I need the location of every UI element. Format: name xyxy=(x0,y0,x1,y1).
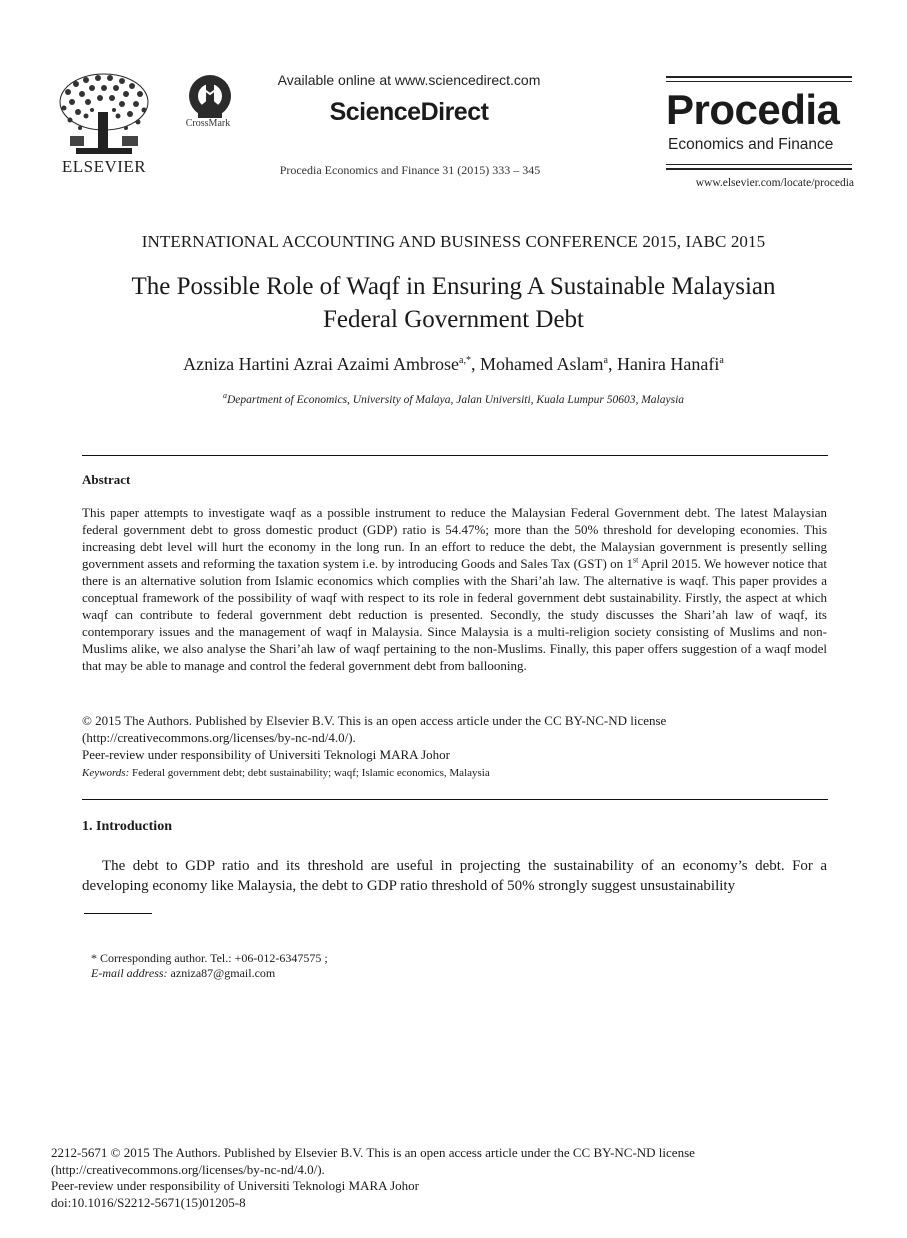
procedia-wordmark: Procedia xyxy=(666,86,840,133)
journal-url[interactable]: www.elsevier.com/locate/procedia xyxy=(695,177,854,189)
section-divider xyxy=(82,799,828,800)
keywords-list: Federal government debt; debt sustainability; waqf; Islamic economics, Malaysia xyxy=(129,767,490,779)
journal-reference: Procedia Economics and Finance 31 (2015) 333 – 345 xyxy=(279,163,541,177)
author-separator: , xyxy=(471,354,480,374)
license-link[interactable]: (http://creativecommons.org/licenses/by-nc-nd/4.0/). xyxy=(82,730,356,745)
peer-review-note: Peer-review under responsibility of Universiti Teknologi MARA Johor xyxy=(82,747,450,762)
paper-title xyxy=(60,270,847,336)
issn-copyright: 2212-5671 © 2015 The Authors. Published by Elsevier B.V. This is an open access article under the CC BY-NC-ND license xyxy=(51,1145,695,1160)
crossmark-label: CrossMark xyxy=(185,118,231,129)
section-divider xyxy=(82,455,828,456)
license-link[interactable]: (http://creativecommons.org/licenses/by-nc-nd/4.0/). xyxy=(51,1161,325,1177)
author-mark: a xyxy=(719,355,724,366)
email-label: E-mail address: xyxy=(91,966,168,980)
corresponding-author-note: * Corresponding author. Tel.: +06-012-6347575 ; xyxy=(91,951,328,965)
keywords xyxy=(82,767,827,779)
affiliation-text: Department of Economics, University of Malaya, Jalan Universiti, Kuala Lumpur 50603, Malaysia xyxy=(226,393,685,406)
author-mark: a,* xyxy=(459,355,471,366)
author-name: Mohamed Aslam xyxy=(480,354,604,374)
doi[interactable]: doi:10.1016/S2212-5671(15)01205-8 xyxy=(51,1194,246,1210)
bottom-imprint xyxy=(51,1145,871,1211)
abstract-text-part: This paper attempts to investigate waqf as a possible instrument to reduce the Malaysian Federal Government debt. The latest Malaysian federal government debt to gross domestic product (GDP) ratio is 54.47%; more than the 50% threshold for developing economies. This increasing debt level will hurt the economy in the long run. In an effort to reduce the debt, the Malaysian government is presently selling government assets and reforming the taxation system i.e. by introducing Goods and Sales Tax (GST) on 1 xyxy=(82,505,827,571)
procedia-subtitle: Economics and Finance xyxy=(668,136,834,153)
author-name: Azniza Hartini Azrai Azaimi Ambrose xyxy=(183,354,460,374)
procedia-rule xyxy=(666,76,852,78)
keywords-label: Keywords: xyxy=(82,767,130,779)
sciencedirect-wordmark: ScienceDirect xyxy=(329,98,489,126)
introduction-heading: 1. Introduction xyxy=(82,819,172,834)
abstract-body xyxy=(82,504,827,674)
procedia-rule xyxy=(666,168,852,170)
affiliation-mark: a xyxy=(222,391,227,400)
copyright-line: © 2015 The Authors. Published by Elsevier B.V. This is an open access article under the CC BY-NC-ND license xyxy=(82,713,667,728)
author-mark: a xyxy=(603,355,608,366)
procedia-rule xyxy=(666,81,852,82)
procedia-rule xyxy=(666,164,852,165)
footnote-divider xyxy=(84,913,152,914)
email-address[interactable]: azniza87@gmail.com xyxy=(167,966,276,980)
elsevier-wordmark: ELSEVIER xyxy=(61,157,147,176)
author-separator: , xyxy=(607,354,617,374)
email-note xyxy=(91,966,275,981)
abstract-text-part: April 2015. We however notice that there is an alternative solution from Islamic economics which complies with the Shari’ah law. The alternative is waqf. This paper provides a conceptual framework of the possibility of waqf with respect to its role in federal government debt sustainability. Firstly, the aspect at which waqf can contribute to federal government debt reduction is presented. Secondly, the study discusses the Shari’ah law of waqf, its contemporary issues and the management of waqf in Malaysia. Since Malaysia is a multi-religion society consisting of Muslims and non-Muslims alike, we also analyse the Shari’ah law of waqf pertaining to the non-Muslims. Finally, this paper offers suggestion of a waqf model that may be able to manage and control the federal government debt from ballooning. xyxy=(82,556,827,673)
conference-name: INTERNATIONAL ACCOUNTING AND BUSINESS CONFERENCE 2015, IABC 2015 xyxy=(141,232,766,251)
available-online: Available online at www.sciencedirect.com xyxy=(277,72,541,88)
ordinal-suffix: st xyxy=(632,555,639,565)
affiliation xyxy=(40,391,867,406)
peer-review-note: Peer-review under responsibility of Universiti Teknologi MARA Johor xyxy=(51,1178,419,1193)
title-line-2: Federal Government Debt xyxy=(322,306,585,333)
introduction-body: The debt to GDP ratio and its threshold are useful in projecting the sustainability of an economy’s debt. For a developing economy like Malaysia, the debt to GDP ratio threshold of 50% strongly suggest unsustainability xyxy=(82,858,827,894)
abstract-heading: Abstract xyxy=(82,472,131,487)
title-line-1: The Possible Role of Waqf in Ensuring A Sustainable Malaysian xyxy=(131,273,776,300)
author-name: Hanira Hanafi xyxy=(616,354,720,374)
copyright-notice xyxy=(82,712,827,763)
author-list xyxy=(40,354,867,375)
